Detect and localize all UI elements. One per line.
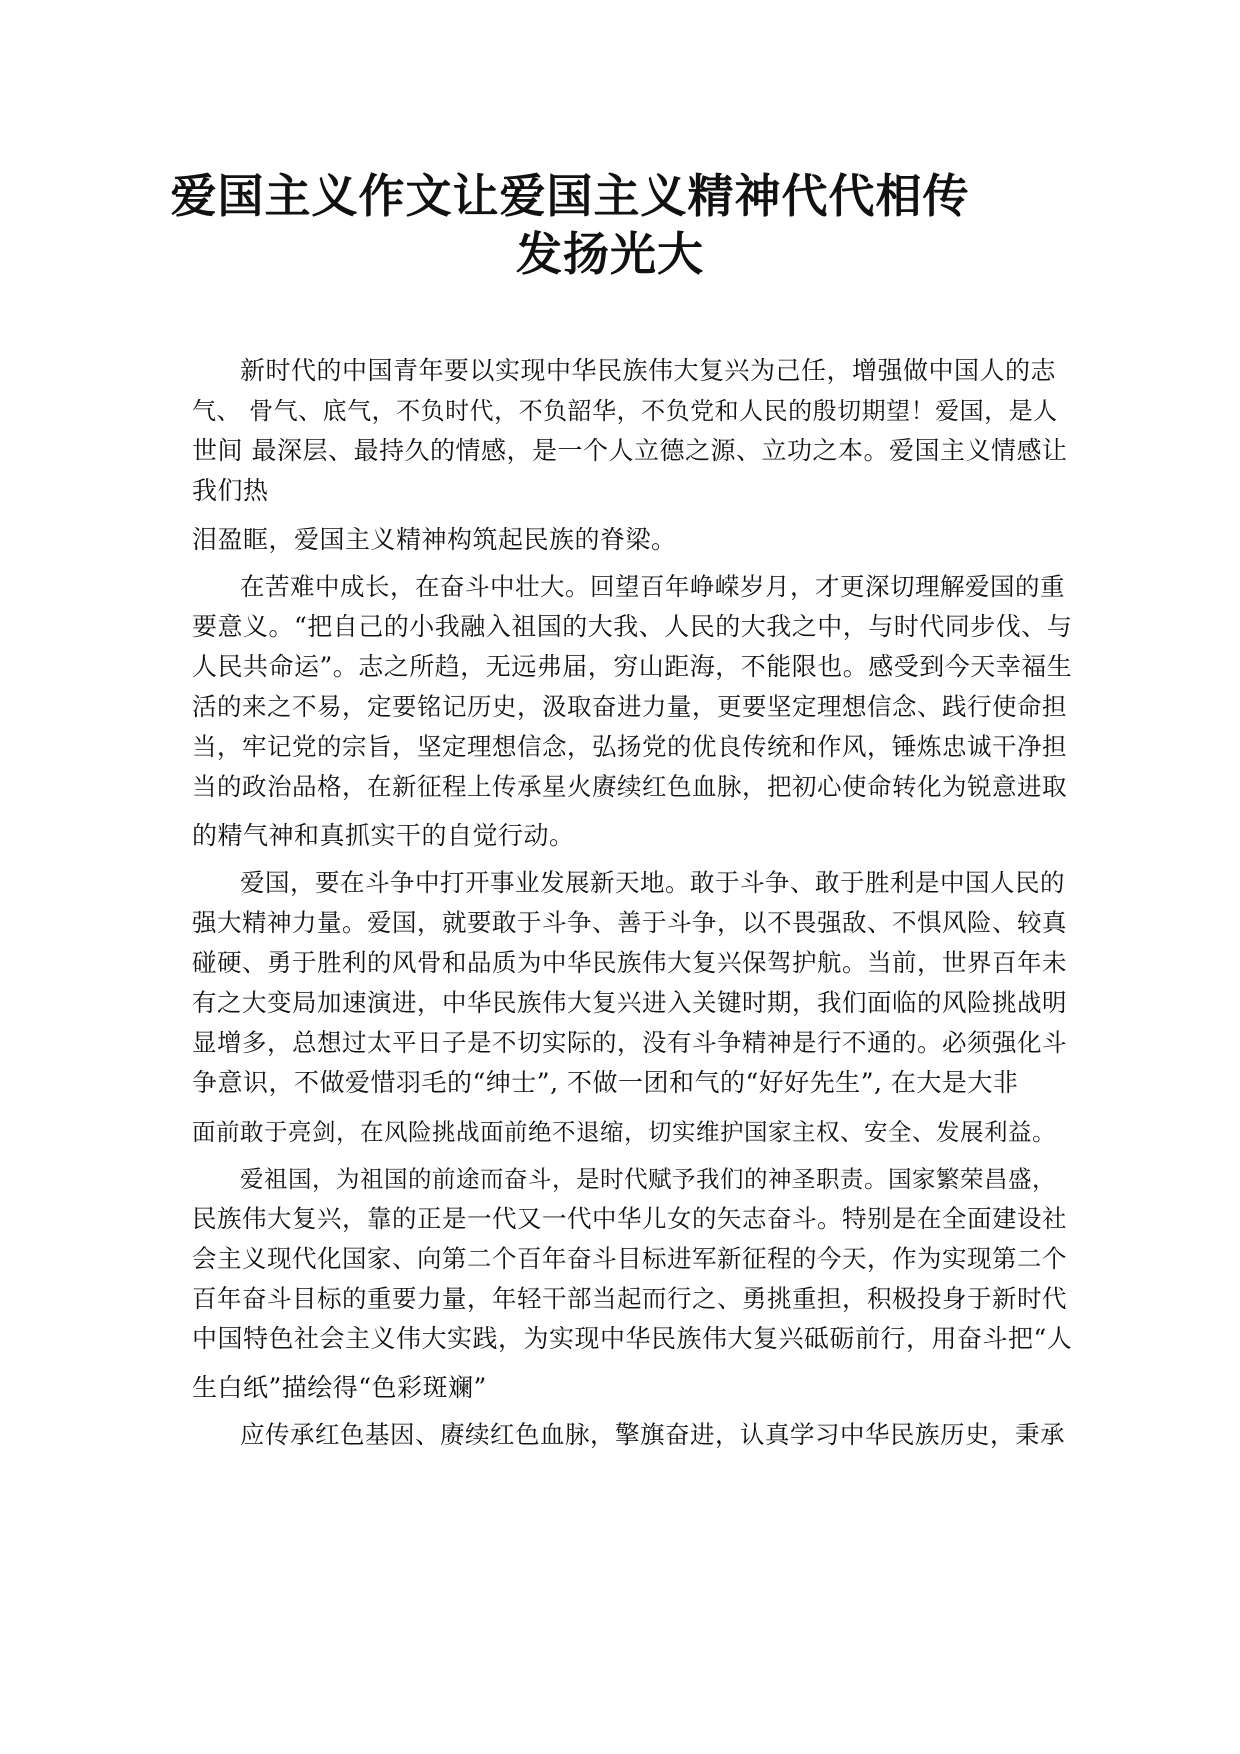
body-text-line: 人民共命运”。志之所趋，无远弗届，穷山距海，不能限也。感受到今天幸福生 — [192, 652, 1073, 681]
body-text-line: 争意识，不做爱惜羽毛的“绅士”, 不做一团和气的“好好先生”, 在大是大非 — [192, 1068, 1019, 1097]
body-text-line: 中国特色社会主义伟大实践，为实现中华民族伟大复兴砥砺前行，用奋斗把“人 — [192, 1324, 1073, 1353]
document-title-line-1: 爱国主义作文让爱国主义精神代代相传 — [170, 169, 970, 223]
body-text-line: 的精气神和真抓实干的自觉行动。 — [192, 821, 575, 850]
body-text-line: 应传承红色基因、赓续红色血脉，擎旗奋进，认真学习中华民族历史，秉承 — [240, 1420, 1065, 1449]
body-text-line: 爱祖国，为祖国的前途而奋斗，是时代赋予我们的神圣职责。国家繁荣昌盛， — [240, 1165, 1056, 1193]
body-text-line: 在苦难中成长，在奋斗中壮大。回望百年峥嵘岁月，才更深切理解爱国的重 — [240, 572, 1065, 601]
body-text-line: 世间 最深层、最持久的情感，是一个人立德之源、立功之本。爱国主义情感让 — [192, 436, 1068, 465]
body-text-line: 泪盈眶，爱国主义精神构筑起民族的脊梁。 — [192, 525, 677, 554]
body-text-line: 有之大变局加速演进，中华民族伟大复兴进入关键时期，我们面临的风险挑战明 — [192, 988, 1067, 1017]
body-text-line: 显增多，总想过太平日子是不切实际的，没有斗争精神是行不通的。必须强化斗 — [192, 1028, 1067, 1057]
body-text-line: 当的政治品格，在新征程上传承星火赓续红色血脉，把初心使命转化为锐意进取 — [192, 772, 1067, 801]
body-text-line: 会主义现代化国家、向第二个百年奋斗目标进军新征程的今天，作为实现第二个 — [192, 1244, 1067, 1273]
body-text-line: 面前敢于亮剑，在风险挑战面前绝不退缩，切实维护国家主权、安全、发展利益。 — [192, 1118, 1056, 1146]
body-text-line: 强大精神力量。爱国，就要敢于斗争、善于斗争，以不畏强敌、不惧风险、较真 — [192, 908, 1067, 937]
body-text-line: 爱国，要在斗争中打开事业发展新天地。敢于斗争、敢于胜利是中国人民的 — [240, 868, 1065, 897]
body-text-line: 要意义。“把自己的小我融入祖国的大我、人民的大我之中，与时代同步伐、与 — [192, 612, 1073, 641]
body-text-line: 新时代的中国青年要以实现中华民族伟大复兴为己任，增强做中国人的志 — [240, 356, 1057, 385]
body-text-line: 民族伟大复兴，靠的正是一代又一代中华儿女的矢志奋斗。特别是在全面建设社 — [192, 1204, 1067, 1233]
document-title-line-2: 发扬光大 — [516, 227, 704, 281]
body-text-line: 生白纸”描绘得“色彩斑斓” — [192, 1373, 487, 1402]
body-text-line: 我们热 — [192, 476, 269, 505]
body-text-line: 活的来之不易，定要铭记历史，汲取奋进力量，更要坚定理想信念、践行使命担 — [192, 692, 1067, 721]
body-text-line: 百年奋斗目标的重要力量，年轻干部当起而行之、勇挑重担，积极投身于新时代 — [192, 1284, 1067, 1313]
body-text-line: 碰硬、勇于胜利的风骨和品质为中华民族伟大复兴保驾护航。当前，世界百年未 — [192, 948, 1067, 977]
body-text-line: 当，牢记党的宗旨，坚定理想信念，弘扬党的优良传统和作风，锤炼忠诚干净担 — [192, 732, 1067, 761]
body-text-line: 气、 骨气、底气，不负时代，不负韶华，不负党和人民的殷切期望！爱国，是人 — [192, 397, 1058, 425]
